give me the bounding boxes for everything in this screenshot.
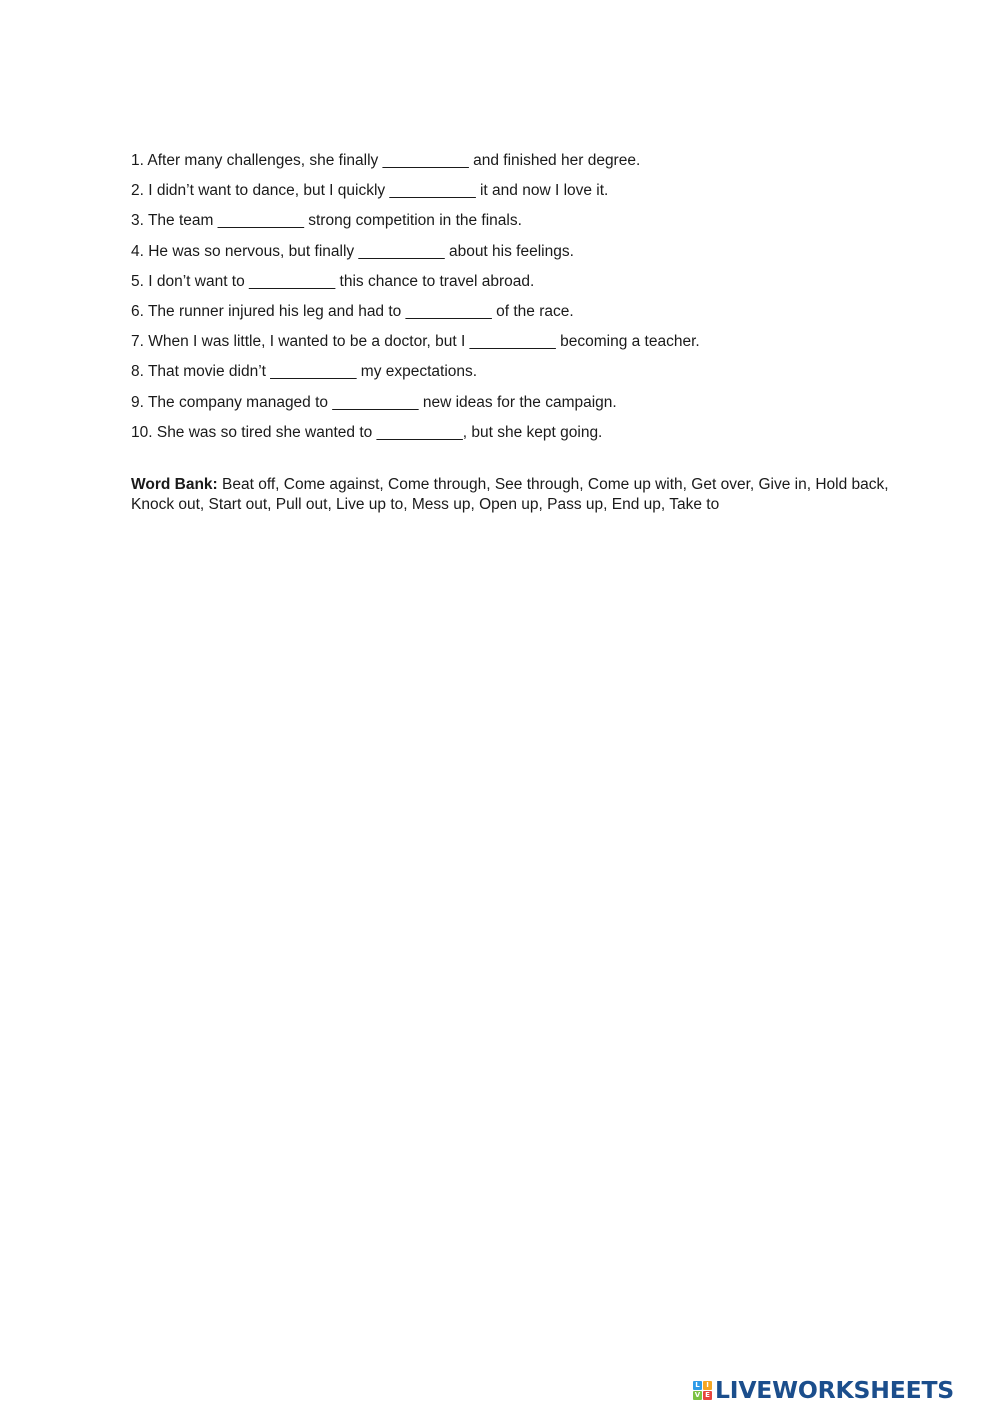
question-item: 2. I didn’t want to dance, but I quickly __________ it and now I love it. <box>131 182 609 200</box>
liveworksheets-logo <box>693 1374 954 1406</box>
question-item: 9. The company managed to __________ new ideas for the campaign. <box>131 393 617 411</box>
question-item: 5. I don’t want to __________ this chance to travel abroad. <box>131 272 535 290</box>
word-bank-label: Word Bank: <box>131 476 218 493</box>
question-item: 7. When I was little, I wanted to be a doctor, but I __________ becoming a teacher. <box>131 333 700 351</box>
question-list <box>131 151 891 453</box>
question-item: 1. After many challenges, she finally __________ and finished her degree. <box>131 152 641 169</box>
logo-mark-icon <box>693 1381 712 1400</box>
logo-mark-cell: V <box>694 1390 701 1399</box>
logo-mark-cell: L <box>693 1381 702 1390</box>
question-item: 6. The runner injured his leg and had to __________ of the race. <box>131 302 574 320</box>
question-item: 8. That movie didn’t __________ my expectations. <box>131 363 478 381</box>
logo-mark-cell: E <box>703 1391 712 1400</box>
question-item: 3. The team __________ strong competition in the finals. <box>131 212 522 230</box>
logo-mark-cell: I <box>703 1381 712 1390</box>
question-item: 4. He was so nervous, but finally __________ about his feelings. <box>131 242 574 260</box>
word-bank <box>131 475 891 515</box>
logo-text: LIVEWORKSHEETS <box>715 1376 955 1404</box>
question-item: 10. She was so tired she wanted to __________, but she kept going. <box>131 423 603 441</box>
word-bank-words: Beat off, Come against, Come through, See through, Come up with, Get over, Give in, Hold back, Knock out, Start out, Pull out, Live up to, Mess up, Open up, Pass up, End up, Take to <box>131 476 889 513</box>
